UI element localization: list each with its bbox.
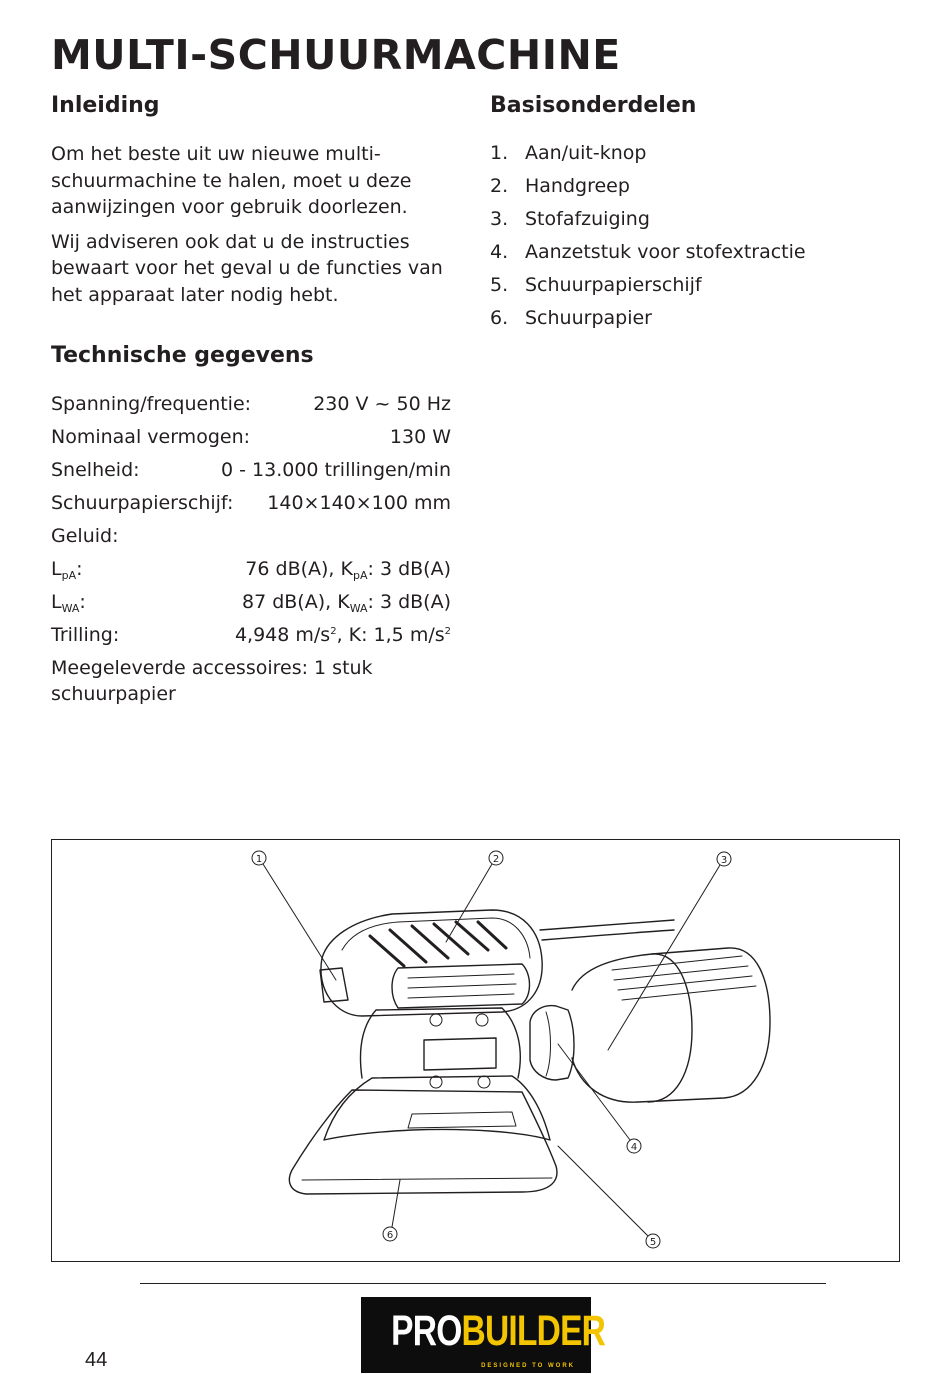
parts-list [490,137,910,335]
spec-row [51,487,451,520]
spec-row-vibration [51,619,451,652]
probuilder-logo [361,1297,606,1373]
page-number: 44 [85,1349,108,1371]
list-item [490,269,910,302]
list-item [490,137,910,170]
spec-label-lwa: $L_{WA}$: [51,591,86,615]
item-label: Schuurpapier [525,307,652,329]
item-number: 3. [490,208,509,230]
footer-divider [140,1283,826,1284]
list-item [490,302,910,335]
spec-label-lpa: $L_{pA}$: [51,558,83,582]
item-label: Stofafzuiging [525,208,650,230]
spec-row [51,388,451,421]
logo-tagline: DESIGNED TO WORK [481,1363,575,1369]
spec-value-lwa: 87 dB(A), $K_{WA}$: 3 dB(A) [242,591,451,615]
page-title: MULTI-SCHUURMACHINE [51,31,621,79]
item-label: Schuurpapierschijf [525,274,702,296]
spec-label: Snelheid: [51,459,140,481]
spec-value-vibration: 4,948 $m/s^2$, K: 1,5 $m/s^2$ [234,624,451,646]
tech-heading: Technische gegevens [51,343,314,368]
list-item [490,236,910,269]
spec-row-lwa [51,586,451,619]
list-item [490,203,910,236]
item-label: Aan/uit-knop [525,142,647,164]
callout-label: 5 [649,1237,657,1248]
callout-label: 4 [630,1142,638,1153]
intro-text [51,141,461,316]
spec-value: 140×140×100 mm [267,492,451,514]
spec-row [51,421,451,454]
spec-label: Schuurpapierschijf: [51,492,234,514]
list-item [490,170,910,203]
spec-row [51,454,451,487]
tech-specs [51,388,461,707]
item-number: 1. [490,142,509,164]
callout-label: 3 [720,855,728,866]
item-number: 5. [490,274,509,296]
logo-wordmark: PROBUILDER [391,1307,606,1355]
parts-heading: Basisonderdelen [490,93,697,118]
item-number: 6. [490,307,509,329]
spec-value: 230 V ~ 50 Hz [313,393,451,415]
callout-label: 6 [386,1230,394,1241]
item-label: Aanzetstuk voor stofextractie [525,241,806,263]
callout-label: 1 [255,854,263,865]
spec-value: 0 - 13.000 trillingen/min [221,459,451,481]
spec-label: Spanning/frequentie: [51,393,252,415]
sander-drawing [52,840,900,1262]
spec-label: Nominaal vermogen: [51,426,251,448]
spec-label: Geluid: [51,525,119,547]
spec-accessories: Meegeleverde accessoires: 1 stuk schuurpapier [51,657,373,705]
callout-label: 2 [492,854,500,865]
spec-label: Trilling: [51,624,120,646]
spec-value: 130 W [389,426,451,448]
parts-list-wrap [490,137,910,335]
intro-paragraph: Om het beste uit uw nieuwe multi-schuurmachine te halen, moet u deze aanwijzingen voor gebruik doorlezen. [51,143,412,218]
item-number: 4. [490,241,509,263]
intro-paragraph: Wij adviseren ook dat u de instructies bewaart voor het geval u de functies van het apparaat later nodig hebt. [51,230,443,306]
product-illustration [51,839,900,1262]
intro-heading: Inleiding [51,93,160,118]
spec-row [51,520,451,553]
item-label: Handgreep [525,175,630,197]
spec-row-lpa [51,553,451,586]
item-number: 2. [490,175,509,197]
spec-value-lpa: 76 dB(A), $K_{pA}$: 3 dB(A) [245,558,451,582]
